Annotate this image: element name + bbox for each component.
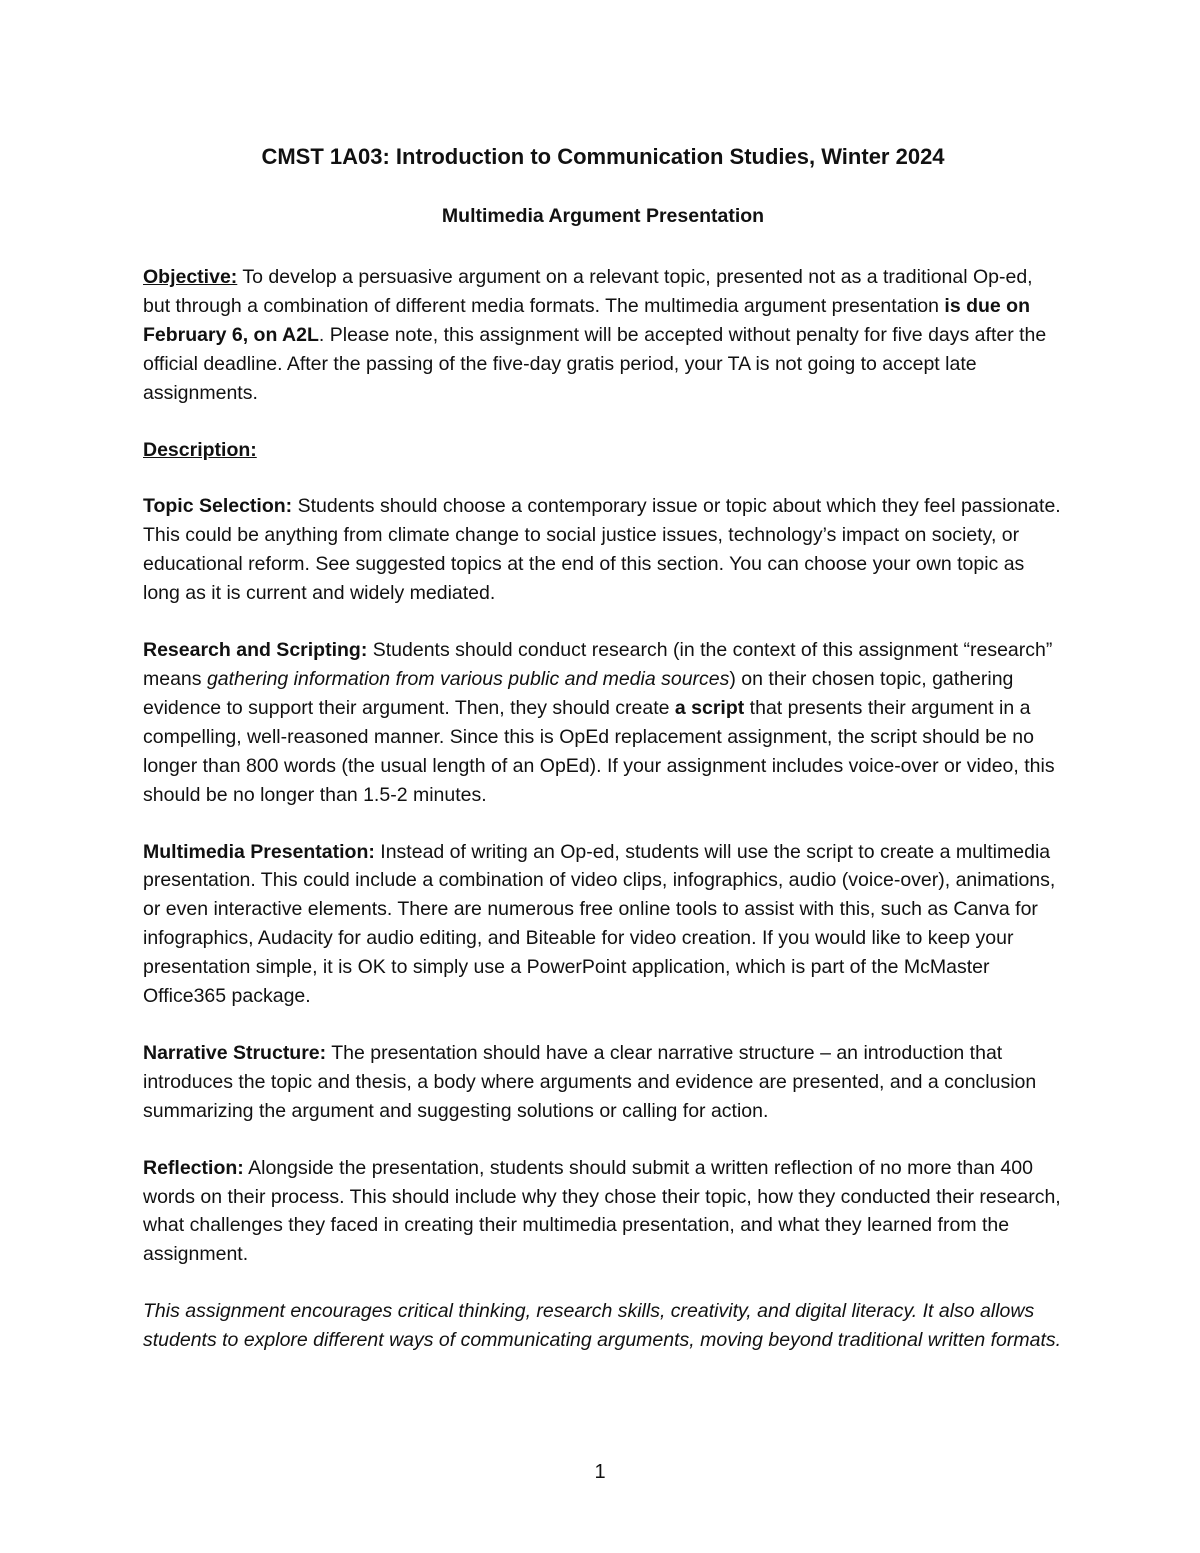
topic-selection-text: Students should choose a contemporary issue or topic about which they feel passionate. This could be anything from climate change to social justice issues, technology’s impact on society, or educational reform. See suggested topics at the end of this section. You can choose your own topic as long as it is current and widely mediated. bbox=[143, 495, 1061, 605]
multimedia-label: Multimedia Presentation: bbox=[143, 840, 375, 863]
narrative-text: The presentation should have a clear narrative structure – an introduction that introduces the topic and thesis, a body where arguments and evidence are presented, and a conclusion summarizing the argument and suggesting solutions or calling for action. bbox=[143, 1041, 1037, 1122]
objective-label: Objective: bbox=[143, 266, 238, 288]
reflection-paragraph bbox=[143, 1154, 1063, 1270]
objective-text-a: To develop a persuasive argument on a relevant topic, presented not as a traditional Op-ed, but through a combination of different media formats. The multimedia argument presentation bbox=[143, 266, 1033, 317]
reflection-label: Reflection: bbox=[143, 1156, 244, 1179]
description-heading: Description: bbox=[143, 438, 257, 461]
objective-text-b: . Please note, this assignment will be accepted without penalty for five days after the official deadline. After the passing of the five-day gratis period, your TA is not going to accept late assignments. bbox=[143, 323, 1047, 404]
objective-due-date: is due on February 6, on A2L bbox=[143, 294, 1030, 346]
multimedia-text: Instead of writing an Op-ed, students will use the script to create a multimedia presentation. This could include a combination of video clips, infographics, audio (voice-over), animations, or even interactive elements. There are numerous free online tools to assist with this, such as Canva for infographics, Audacity for audio editing, and Biteable for video creation. If you would like to keep your presentation simple, it is OK to simply use a PowerPoint application, which is part of the McMaster Office365 package. bbox=[143, 840, 1056, 1008]
document-body bbox=[143, 142, 1063, 1383]
closing-paragraph: This assignment encourages critical thinking, research skills, creativity, and digital literacy. It also allows students to explore different ways of communicating arguments, moving beyond traditional written formats. bbox=[143, 1300, 1062, 1352]
topic-selection-label: Topic Selection: bbox=[143, 495, 293, 518]
research-paragraph bbox=[143, 636, 1063, 809]
objective-paragraph bbox=[143, 263, 1063, 408]
research-text-a: Students should conduct research (in the context of this assignment “research” means bbox=[143, 639, 1053, 690]
research-text-c: that presents their argument in a compelling, well-reasoned manner. Since this is OpEd replacement assignment, the script should be no longer than 800 words (the usual length of an OpEd). If your assignment includes voice-over or video, this should be no longer than 1.5-2 minutes. bbox=[143, 696, 1055, 806]
topic-selection-paragraph bbox=[143, 492, 1063, 608]
narrative-label: Narrative Structure: bbox=[143, 1041, 327, 1064]
research-label: Research and Scripting: bbox=[143, 639, 368, 662]
narrative-paragraph bbox=[143, 1039, 1063, 1126]
multimedia-paragraph bbox=[143, 838, 1063, 1011]
research-italic: gathering information from various public and media sources bbox=[206, 667, 730, 690]
assignment-subtitle: Multimedia Argument Presentation bbox=[441, 205, 765, 227]
reflection-text: Alongside the presentation, students should submit a written reflection of no more than 400 words on their process. This should include why they chose their topic, how they conducted their research, what challenges they faced in creating their multimedia presentation, and what they learned from the assignment. bbox=[143, 1156, 1061, 1266]
research-script-bold: a script bbox=[674, 696, 745, 719]
description-heading-paragraph bbox=[143, 436, 1063, 465]
page-title: CMST 1A03: Introduction to Communication Studies, Winter 2024 bbox=[261, 144, 945, 169]
page-number: 1 bbox=[594, 1461, 606, 1483]
research-text-b: ) on their chosen topic, gathering evidence to support their argument. Then, they should create bbox=[143, 667, 1014, 719]
